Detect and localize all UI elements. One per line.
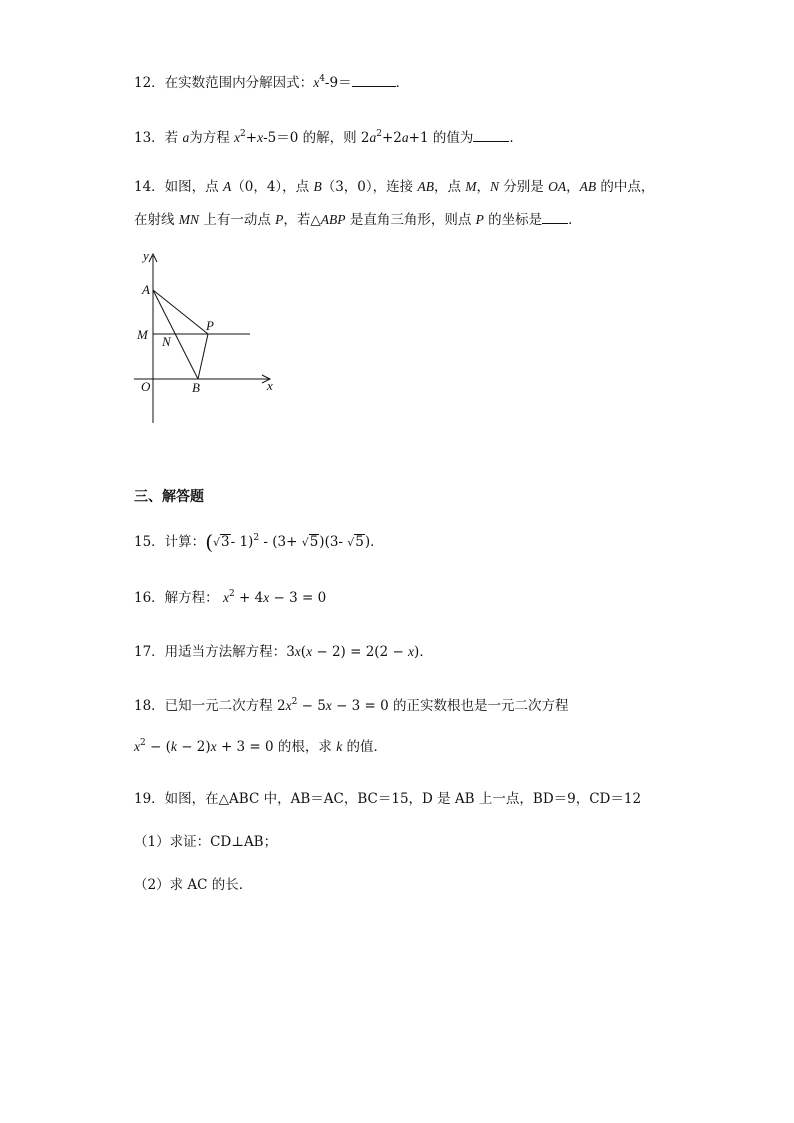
q16-text: + 4: [234, 590, 264, 606]
q17-text: ): [414, 644, 420, 660]
q14-text: （0，4），点: [231, 179, 314, 195]
segment-ap: [153, 290, 208, 334]
q15-text: -: [259, 534, 273, 550]
q14-var: MN: [178, 212, 200, 227]
q15-exponent: 2: [253, 533, 260, 543]
q14-text: 是直角三角形，则点: [345, 212, 476, 228]
sqrt-radicand: 5: [309, 534, 319, 550]
question-19-part-2: （2）求 AC 的长．: [134, 877, 253, 893]
q14-var: P: [275, 212, 284, 227]
q13-var: a: [369, 130, 377, 145]
q17-text: 3: [286, 644, 295, 660]
q13-text: +2: [381, 130, 402, 146]
q17-text: (: [300, 644, 307, 660]
q18-var: k: [336, 739, 343, 754]
segment-pb: [198, 334, 208, 379]
question-19: 19．如图，在△ABC 中，AB＝AC，BC＝15，D 是 AB 上一点，BD＝9，CD＝12: [134, 791, 642, 807]
question-16: [134, 589, 326, 607]
q14-var: N: [490, 179, 500, 194]
q13-var: x: [234, 130, 241, 145]
q13-exponent: 2: [240, 129, 246, 139]
q14-var: AB: [579, 179, 597, 194]
q17-text: 17．用适当方法解方程：: [134, 644, 287, 660]
q14-text: 上有一动点: [199, 212, 276, 228]
q13-text: +1 的值为: [408, 130, 474, 146]
label-y: y: [143, 248, 149, 263]
q18-var: x: [134, 739, 140, 754]
q14-text: 的中点，: [596, 179, 655, 195]
q15-paren: (: [205, 530, 213, 554]
q15-text: 15．计算：: [134, 534, 206, 550]
q13-text: 为方程: [189, 130, 235, 146]
q12-prefix: 12．在实数范围内分解因式：: [134, 75, 314, 91]
q18-text: + 3 = 0 的根，求: [216, 739, 337, 755]
question-15: [134, 530, 384, 554]
q18-var: x: [325, 698, 332, 713]
q15-text: )(3-: [319, 534, 348, 550]
q14-var: OA: [548, 179, 567, 194]
q14-text: 14．如图，点: [134, 179, 223, 195]
q13-text: -5＝0 的解，则 2: [263, 130, 370, 146]
q18-exponent: 2: [140, 738, 146, 748]
sqrt-sign: √: [301, 536, 309, 549]
question-13: [134, 128, 523, 147]
sqrt-sign: √: [213, 536, 221, 549]
sqrt-radicand: 3: [221, 534, 230, 550]
question-14-line-2: [134, 210, 582, 229]
label-p: P: [206, 318, 214, 333]
q15-text: (3+: [272, 534, 302, 550]
q17-var: x: [306, 644, 313, 659]
q18-var: k: [170, 739, 177, 754]
q13-suffix: ．: [509, 130, 523, 146]
q14-var: AB: [417, 179, 434, 194]
q16-exponent: 2: [228, 589, 235, 599]
q14-suffix: ．: [568, 212, 582, 228]
question-17: [134, 643, 433, 661]
q15-suffix: ．: [370, 534, 384, 550]
q12-exponent: 4: [319, 74, 325, 84]
question-12: [134, 73, 409, 92]
q16-text: 16．解方程：: [134, 590, 223, 606]
label-b: B: [192, 380, 200, 395]
q16-var: x: [263, 590, 270, 605]
q12-expr: -9＝: [324, 75, 352, 91]
q15-text: ): [364, 534, 371, 550]
q13-var: a: [401, 130, 409, 145]
q15-text: - 1): [230, 534, 254, 550]
label-x: x: [267, 378, 273, 393]
q14-text: 分别是: [499, 179, 549, 195]
q14-text: ，: [476, 179, 490, 195]
q17-var: x: [408, 644, 415, 659]
question-19-part-1: （1）求证：CD⊥AB；: [134, 834, 278, 850]
q14-var: B: [313, 179, 322, 194]
q14-var: A: [222, 179, 232, 194]
q18-exponent: 2: [291, 697, 298, 707]
q18-text: 18．已知一元二次方程 2: [134, 698, 286, 714]
q14-var: ABP: [320, 212, 346, 227]
q13-text: +: [245, 130, 258, 146]
q14-text: 在射线: [134, 212, 179, 228]
sqrt-radicand: 5: [355, 534, 364, 550]
sqrt-sign: √: [347, 536, 355, 549]
q18-text: − 5: [297, 698, 326, 714]
q16-var: x: [222, 590, 229, 605]
q18-text: − 2): [176, 739, 211, 755]
q14-var: M: [465, 179, 477, 194]
q13-exponent: 2: [376, 129, 382, 139]
question-18-line-1: [134, 697, 569, 715]
label-a: A: [142, 282, 150, 297]
q17-suffix: ．: [419, 644, 433, 660]
q12-var: x: [313, 75, 320, 90]
q14-text: ，点: [433, 179, 466, 195]
q14-text: （3，0），连接: [321, 179, 418, 195]
answer-blank: [352, 73, 396, 87]
q14-text: 的坐标是: [483, 212, 543, 228]
q17-text: − 2) = 2(2 −: [312, 644, 409, 660]
q18-var: x: [285, 698, 292, 713]
question-18-line-2: [134, 738, 387, 756]
q14-text: ，: [566, 179, 580, 195]
q16-text: − 3 = 0: [269, 590, 327, 606]
q18-var: x: [210, 739, 217, 754]
q13-var: x: [257, 130, 264, 145]
coordinate-figure: [128, 248, 288, 428]
q14-var: P: [475, 212, 484, 227]
answer-blank: [542, 210, 568, 224]
q18-text: 的值．: [342, 739, 388, 755]
label-n: N: [162, 334, 171, 349]
section-heading: 三、解答题: [134, 489, 204, 505]
label-o: O: [141, 379, 151, 394]
q13-var: a: [182, 130, 190, 145]
q17-var: x: [294, 644, 301, 659]
q12-suffix: ．: [395, 75, 410, 91]
q18-text: − 3 = 0 的正实数根也是一元二次方程: [331, 698, 569, 714]
question-14-line-1: [134, 178, 654, 196]
q13-text: 13．若: [134, 130, 183, 146]
answer-blank: [473, 128, 509, 142]
q14-text: ，若△: [283, 212, 321, 228]
q18-text: − (: [145, 739, 171, 755]
label-m: M: [137, 327, 148, 342]
